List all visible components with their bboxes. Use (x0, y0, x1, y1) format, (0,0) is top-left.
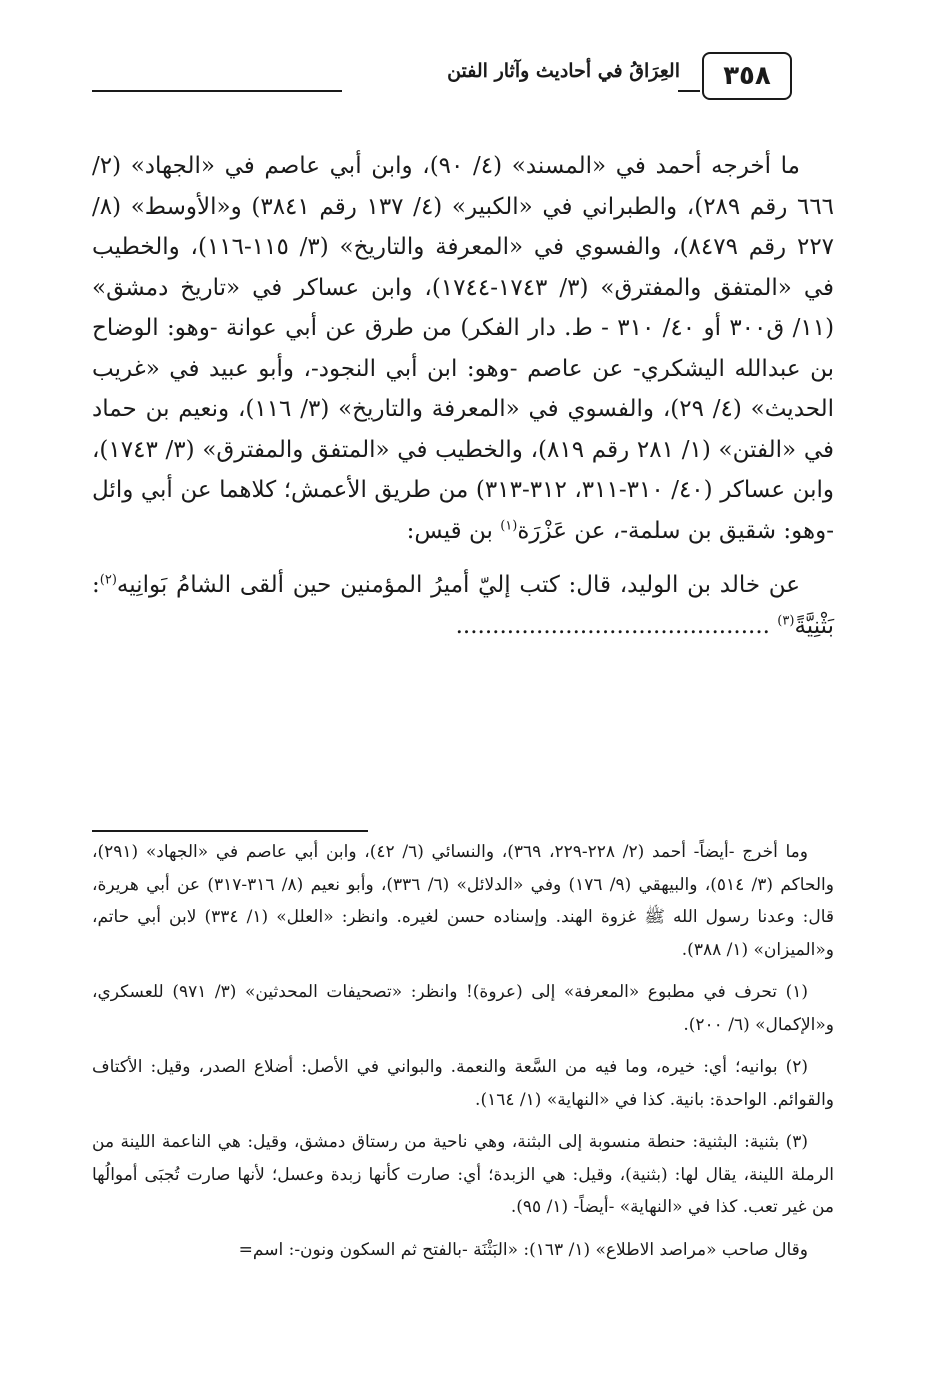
narration-paragraph (92, 565, 834, 646)
page-header (92, 52, 792, 102)
text-line: بن قيس: (406, 517, 501, 544)
footnote-line: للعسكري، و«الإكمال» (٦/ ٢٠٠). (92, 982, 834, 1035)
footnote-line: وما أخرج -أيضاً- أحمد (٢/ ٢٢٨-٢٢٩، ٣٦٩)، والنسائي (٦/ ٤٢)، وابن أبي عاصم (245, 842, 808, 862)
footnote-line: في «الجهاد» (٢٩١)، والحاكم (٣/ ٥١٤)، والبيهقي (٩/ ١٧٦) وفي «الدلائل» (٦/ ٣٣٦)، وأبو (92, 842, 834, 895)
footnote-line: وقيل: الأكتاف والقوائم. الواحدة: بانية. كذا في «النهاية» (١/ ١٦٤). (92, 1057, 834, 1110)
text-line: (٣/ ١١٥-١١٦)، والخطيب في «المتفق والمفترق» (٣/ ١٧٤٣-١٧٤٤)، (92, 234, 834, 301)
text-line: ما أخرجه أحمد في «المسند» (٤/ ٩٠)، وابن أبي عاصم في «الجهاد» (130, 153, 800, 179)
footnote-marker: (٣) (777, 612, 795, 628)
footnote-line: لأنها صارت تُجبَى أموالُها من غير تعب. كذا في «النهاية» -أيضاً- (١/ ٩٥). (92, 1164, 834, 1217)
footnote-line: الناعمة اللينة من الرملة اللينة، يقال لها: (بثنية)، وقيل: هي الزبدة؛ أي: صارت كأنها زبدة وعسل؛ (92, 1132, 835, 1185)
narration-line: عن خالد بن الوليد، قال: كتب إليّ أميرُ المؤمنين حين ألقى الشامُ (175, 572, 800, 598)
text-line: من طرق عن أبي عوانة -وهو: الوضاح بن عبدالله اليشكري- عن عاصم (92, 315, 834, 382)
text-line: -وهو: ابن أبي النجود-، وأبو عبيد في «غريب الحديث» (٤/ ٢٩)، والفسوي (92, 355, 835, 422)
page-number: ٣٥٨ (702, 52, 792, 100)
footnote-2 (92, 1051, 834, 1116)
source-paragraph (92, 146, 834, 551)
footnote-3 (92, 1126, 834, 1224)
header-rule (92, 90, 342, 92)
narration-word: : بَثْنِيَّةً (92, 572, 834, 639)
narration-word: بَوانِيه (116, 572, 168, 598)
footnote-separator (92, 830, 368, 832)
text-line: و«الأوسط» (٨/ ٢٢٧ رقم ٨٤٧٩)، والفسوي في «المعرفة والتاريخ» (92, 193, 835, 260)
running-title: العِرَاقُ في أحاديث وآثار الفتن (447, 60, 680, 82)
ellipsis-dots: ........................................... (455, 612, 770, 639)
footnote-marker: (٢) (99, 572, 117, 588)
footnote-continuation (92, 836, 834, 966)
text-line: وابن عساكر في «تاريخ دمشق» (١١/ ق٣٠٠ أو ٤٠/ ٣١٠ - ط. دار الفكر) (92, 274, 835, 341)
footnote-line: نعيم (٨/ ٣١٦-٣١٧) عن أبي هريرة، قال: وعدنا رسول الله ﷺ غزوة الهند. وإسناده حسن (92, 874, 835, 927)
footnote-line: (١) تحرف في مطبوع «المعرفة» إلى (عروة)! وانظر: «تصحيفات المحدثين» (٣/ ٩٧١) (172, 982, 808, 1002)
main-text (92, 146, 834, 646)
footnote-line: وقال صاحب «مراصد الاطلاع» (١/ ١٦٣): «البَثْنَة -بالفتح ثم السكون ونون-: اسم= (238, 1239, 808, 1260)
text-line: (٤٠/ ٣١٠-٣١١، ٣١٢-٣١٣) من طريق الأعمش؛ كلاهما عن أبي وائل (92, 477, 713, 503)
text-line: -وهو: شقيق بن سلمة-، عن عَزْرَة (517, 517, 834, 544)
text-line: في «المعرفة والتاريخ» (٣/ ١١٦)، ونعيم بن حماد في «الفتن» (١/ ٢٨١ رقم (92, 396, 835, 463)
text-line: ٨١٩)، والخطيب في «المتفق والمفترق» (٣/ ١٧٤٣)، وابن عساكر (92, 436, 835, 503)
footnote-line: لغيره. وانظر: «العلل» (١/ ٣٣٤) لابن أبي حاتم، و«الميزان» (١/ ٣٨٨). (92, 907, 834, 960)
footnote-marker: (١) (500, 517, 518, 533)
footnote-line: (٢) بوانيه؛ أي: خيره، وما فيه من السَّعة والنعمة. والبواني في الأصل: أضلاع الصدر، (198, 1057, 809, 1077)
text-line: (٢/ ٦٦٦ رقم ٢٨٩)، والطبراني في «الكبير» (٤/ ١٣٧ رقم ٣٨٤١) (92, 153, 835, 220)
footnote-continued (92, 1234, 834, 1267)
footnote-line: (٣) بثنية: البثنية: حنطة منسوبة إلى البثنة، وهي ناحية من رستاق دمشق، وقيل: هي (217, 1132, 808, 1152)
header-rule-short (678, 90, 700, 92)
footnotes (92, 836, 834, 1266)
footnote-1 (92, 976, 834, 1041)
